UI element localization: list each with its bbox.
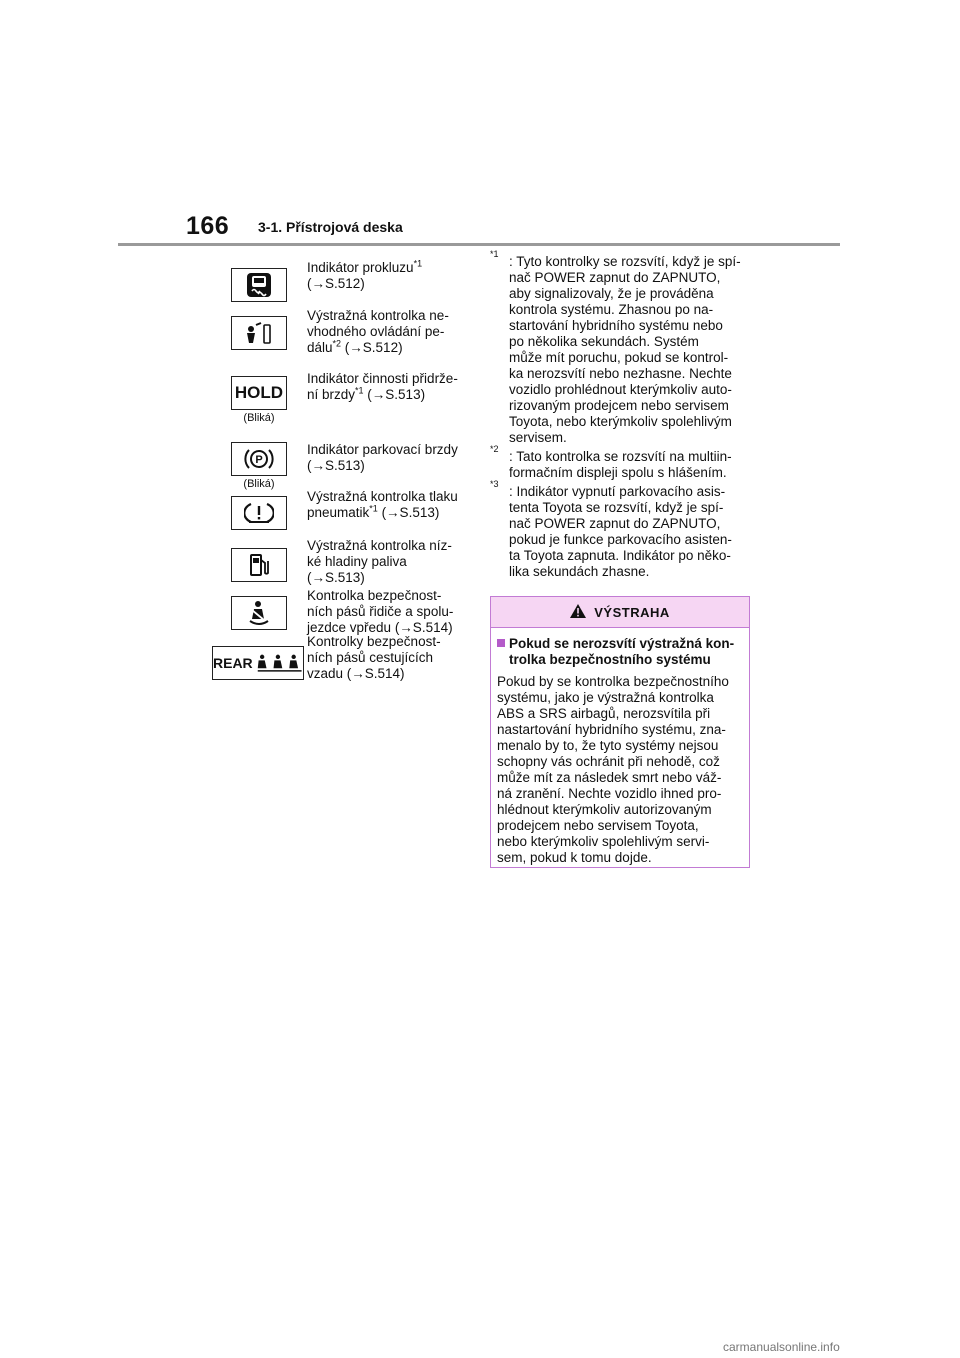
section-title: 3-1. Přístrojová deska	[258, 219, 403, 235]
indicator-text: Kontrolka bezpečnost- ních pásů řidiče a spolu- jezdce vpředu (→S.514)	[307, 588, 454, 635]
seatbelt-icon	[231, 596, 287, 630]
warning-box	[490, 596, 750, 868]
indicator-row-fuel	[210, 538, 472, 590]
fuel-icon	[231, 548, 287, 582]
slip-indicator-icon	[231, 268, 287, 302]
warning-triangle-icon	[570, 604, 586, 621]
indicator-text: Výstražná kontrolka ne- vhodného ovládání pe- dálu$^{*2}$ (→S.512)	[307, 308, 449, 355]
indicator-text: Indikátor prokluzu$^{*1}$ (→S.512)	[307, 258, 423, 291]
hold-icon: HOLD	[231, 376, 287, 410]
warning-body: Pokud by se kontrolka bezpečnostního systému, jako je výstražná kontrolka ABS a SRS airbagů, nerozsvítila při nastartování hybridního systému, zna- menalo by to, že tyto systémy nejsou schopny vás ochránit při nehodě, což může mít za následek smrt nebo váž- ná zranění. Nechte vozidlo ihned pro- hlédnout kterýmkoliv autorizovaným prodejcem nebo servisem Toyota, nebo kterýmkoliv spolehlivým servi- sem, pokud k tomu dojde.	[497, 674, 729, 865]
footnote-1: *1 : Tyto kontrolky se rozsvítí, když je spí- nač POWER zapnut do ZAPNUTO, aby signalizovaly, že je prováděna kontrola systému. Zhasnou po na- startování hybridního systému nebo po několika sekundách. Systém může mít poruchu, pokud se kontrol- ka nerozsvítí nebo nezhasne. Nechte vozidlo prohlédnout kterýmkoliv auto- rizovaným prodejcem nebo servisem Toyota, nebo kterýmkoliv spolehlivým servisem.	[490, 249, 741, 445]
indicator-row-tire-pressure	[210, 488, 472, 538]
page-number: 166	[186, 212, 230, 240]
footnotes	[490, 249, 752, 583]
indicator-list	[210, 256, 472, 688]
header-rule	[118, 243, 840, 246]
tire-pressure-icon	[231, 496, 287, 530]
indicator-text: Indikátor parkovací brzdy (→S.513)	[307, 442, 458, 473]
warning-header	[491, 597, 749, 628]
warning-title: VÝSTRAHA	[594, 604, 670, 620]
footnote-3: *3 : Indikátor vypnutí parkovacího asis- tenta Toyota se rozsvítí, když je spí- nač POWER zapnut do ZAPNUTO, pokud je funkce parkovacího asisten- ta Toyota zapnuta. Indikátor po něko- lika sekundách zhasne.	[490, 479, 732, 579]
footnote-2: *2 : Tato kontrolka se rozsvítí na multiin- formačním displeji spolu s hlášením.	[490, 444, 732, 480]
indicator-row-rear-seatbelt	[210, 634, 472, 688]
warning-subtitle: Pokud se nerozsvítí výstražná kon- trolka bezpečnostního systému	[491, 628, 749, 668]
indicator-text: Indikátor činnosti přidrže- ní brzdy$^{*1}$ (→S.513)	[307, 371, 458, 402]
indicator-text: Kontrolky bezpečnost- ních pásů cestujících vzadu (→S.514)	[307, 634, 441, 681]
indicator-text: Výstražná kontrolka níz- ké hladiny paliva (→S.513)	[307, 538, 452, 585]
footer-watermark: carmanualsonline.info	[723, 1340, 840, 1354]
pedal-misoperation-icon	[231, 316, 287, 350]
bullet-square-icon	[497, 639, 505, 647]
indicator-row-hold	[210, 364, 472, 426]
indicator-row-parking-brake	[210, 426, 472, 488]
indicator-row-slip	[210, 256, 472, 308]
indicator-text: Výstražná kontrolka tlaku pneumatik$^{*1}$ (→S.513)	[307, 489, 458, 520]
rear-seatbelt-icon: REAR	[212, 646, 304, 680]
blinking-caption: (Bliká)	[243, 478, 275, 490]
parking-brake-icon	[231, 442, 287, 476]
svg-text:P: P	[255, 454, 263, 466]
indicator-row-pedal	[210, 308, 472, 364]
blinking-caption: (Bliká)	[243, 412, 275, 424]
indicator-row-seatbelt	[210, 590, 472, 638]
